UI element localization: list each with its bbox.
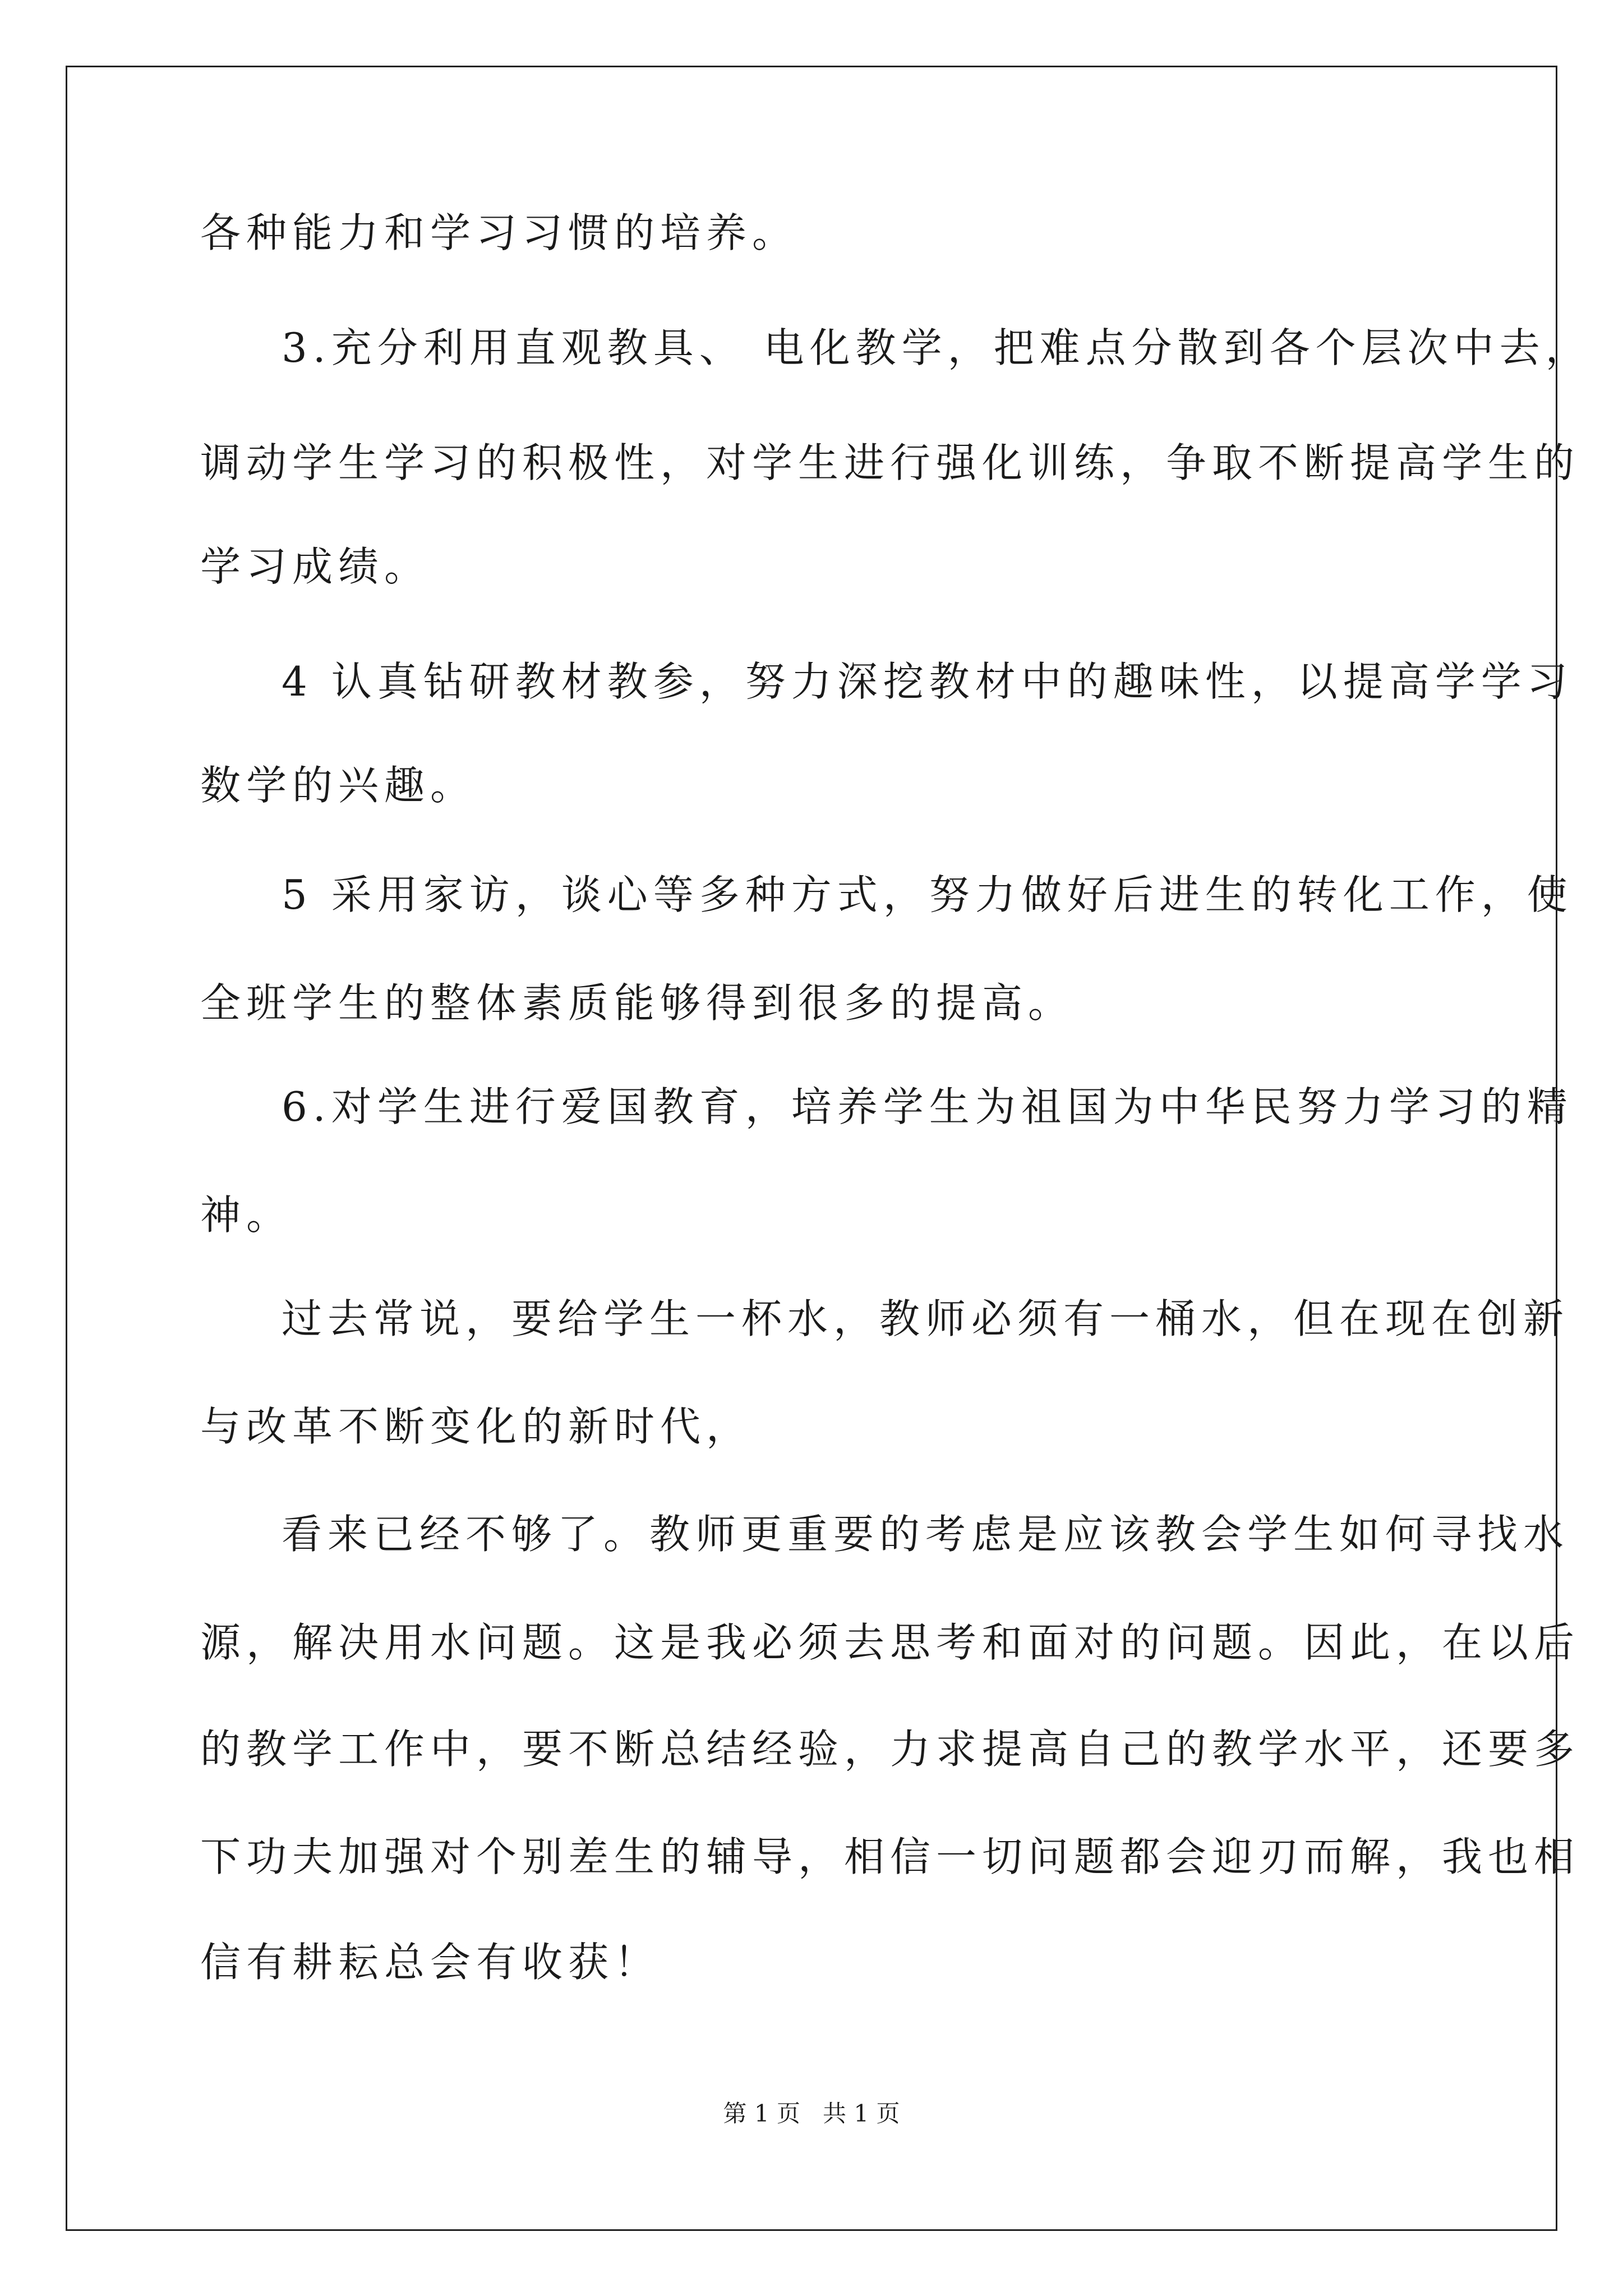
text-line: 看来已经不够了。教师更重要的考虑是应该教会学生如何寻找水 bbox=[282, 1511, 1570, 1558]
text-line: 4 认真钻研教材教参，努力深挖教材中的趣味性，以提高学学习 bbox=[282, 658, 1573, 705]
text-line: 信有耕耘总会有收获！ bbox=[200, 1939, 661, 1986]
text-line: 神。 bbox=[200, 1191, 293, 1239]
text-line: 各种能力和学习习惯的培养。 bbox=[200, 209, 799, 256]
page-border bbox=[66, 66, 1557, 2231]
text-line: 与改革不断变化的新时代， bbox=[200, 1403, 753, 1450]
text-line: 学习成绩。 bbox=[200, 543, 431, 590]
text-line: 数学的兴趣。 bbox=[200, 762, 477, 809]
text-line: 下功夫加强对个别差生的辅导，相信一切问题都会迎刃而解，我也相 bbox=[200, 1833, 1580, 1880]
text-line: 3.充分利用直观教具、 电化教学，把难点分散到各个层次中去， bbox=[282, 324, 1592, 371]
text-line: 调动学生学习的积极性，对学生进行强化训练，争取不断提高学生的 bbox=[200, 439, 1580, 486]
text-line: 5 采用家访，谈心等多种方式，努力做好后进生的转化工作，使 bbox=[282, 871, 1573, 918]
text-line: 过去常说，要给学生一杯水，教师必须有一桶水，但在现在创新 bbox=[282, 1295, 1570, 1342]
text-line: 全班学生的整体素质能够得到很多的提高。 bbox=[200, 979, 1075, 1027]
text-line: 源，解决用水问题。这是我必须去思考和面对的问题。因此，在以后 bbox=[200, 1619, 1580, 1666]
text-line: 6.对学生进行爱国教育，培养学生为祖国为中华民努力学习的精 bbox=[282, 1083, 1573, 1130]
text-line: 的教学工作中，要不断总结经验，力求提高自己的教学水平，还要多 bbox=[200, 1726, 1580, 1773]
page-number-footer: 第 1 页 共 1 页 bbox=[723, 2100, 900, 2127]
